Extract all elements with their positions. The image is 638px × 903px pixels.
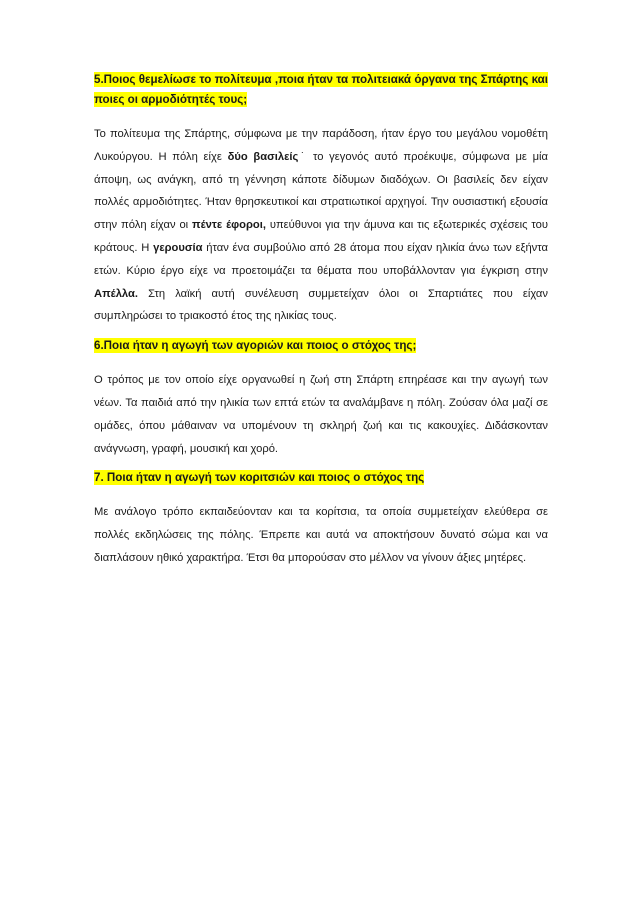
section-5-text-4: ήταν ένα συμβούλιο από 28 άτομα που είχαν ηλικία άνω των εξήντα ετών. Κύριο έργο είχε να προετοιμάζει τα θέματα που υποβάλλονταν για έγκριση στην [94, 241, 549, 277]
section-6-heading [94, 336, 548, 356]
section-5-text-5: Στη λαϊκή αυτή συνέλευση συμμετείχαν όλοι οι Σπαρτιάτες που είχαν συμπληρώσει το τριακοστό έτος της ηλικίας τους. [94, 287, 548, 323]
section-6-body: Ο τρόπος με τον οποίο είχε οργανωθεί η ζωή στη Σπάρτη επηρέασε και την αγωγή των νέων. Τα παιδιά από την ηλικία των επτά ετών τα αναλάμβανε η πόλη. Ζούσαν όλα μαζί σε ομάδες, όπου μάθαιναν να υπομένουν τη σκληρή ζωή και τις κακουχίες. Διδάσκονταν ανάγνωση, γραφή, μουσική και χορό. [94, 374, 548, 455]
section-5-heading [94, 70, 548, 110]
section-7-heading-text: 7. Ποια ήταν η αγωγή των κοριτσιών και ποιος ο στόχος της [94, 471, 425, 485]
section-5-bold-apella: Απέλλα. [94, 287, 138, 300]
section-5-bold-gerousia: γερουσία [153, 241, 203, 254]
section-7-heading [94, 468, 548, 488]
section-5-text-1: Το πολίτευμα της Σπάρτης, σύμφωνα με την παράδοση, ήταν έργο του μεγάλου νομοθέτη Λυκούργου. Η πόλη είχε [94, 128, 548, 163]
section-5-heading-text: 5.Ποιος θεμελίωσε το πολίτευμα ,ποια ήταν τα πολιτειακά όργανα της Σπάρτης και ποιες οι αρμοδιότητές τους; [94, 73, 548, 106]
section-5-text-2: ˙ το γεγονός αυτό προέκυψε, σύμφωνα με μία άποψη, ως ανάγκη, από τη γέννηση κάποτε δίδυμων διαδόχων. Οι βασιλείς δεν είχαν πολλές αρμοδιότητες. Ήταν θρησκευτικοί και στρατιωτικοί αρχηγοί. Την ουσιαστική εξουσία στην πόλη είχαν οι [94, 150, 548, 232]
section-5-text-3: υπεύθυνοι για την άμυνα και τις εξωτερικές σχέσεις του κράτους. Η [94, 219, 549, 254]
section-6-heading-text: 6.Ποια ήταν η αγωγή των αγοριών και ποιος ο στόχος της; [94, 339, 417, 353]
section-7-body: Με ανάλογο τρόπο εκπαιδεύονταν και τα κορίτσια, τα οποία συμμετείχαν ελεύθερα σε πολλές εκδηλώσεις της πόλης. Έπρεπε και αυτά να αποκτήσουν δυνατό σώμα και να διαπλάσουν ηθικό χαρακτήρα. Έτσι θα μπορούσαν στο μέλλον να γίνουν άξιες μητέρες. [94, 506, 548, 564]
section-5-body [94, 123, 548, 328]
section-5-bold-ephors: πέντε έφοροι, [192, 219, 266, 232]
document-page [94, 70, 548, 570]
section-5-bold-kings: δύο βασιλείς [227, 150, 299, 163]
